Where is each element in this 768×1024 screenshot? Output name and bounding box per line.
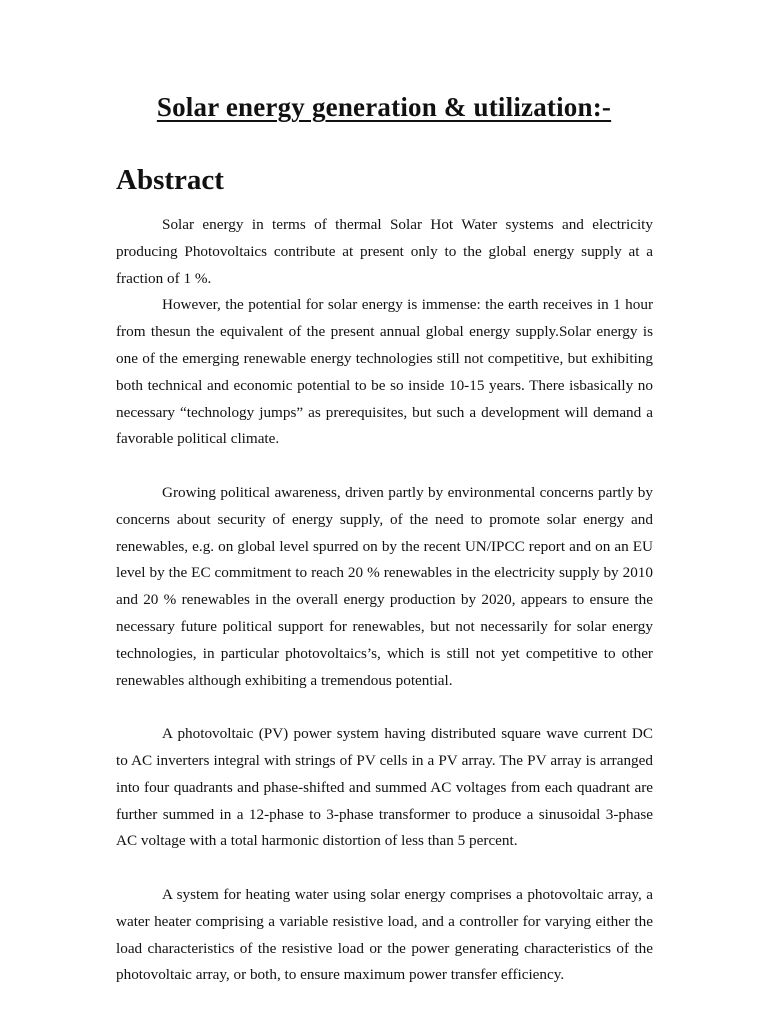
paragraph-1: Solar energy in terms of thermal Solar Hot Water systems and electricity producing Photovoltaics contribute at present only to the global energy supply at a fraction of 1 %.: [116, 216, 653, 287]
paragraph-3: Growing political awareness, driven partly by environmental concerns partly by concerns about security of energy supply, of the need to promote solar energy and renewables, e.g. on global level spurred on by the recent UN/IPCC report and on an EU level by the EC commitment to reach 20 % renewables in the electricity supply by 2010 and 20 % renewables in the overall energy production by 2020, appears to ensure the necessary future political support for renewables, but not necessarily for solar energy technologies, in particular photovoltaics’s, which is still not yet competitive to other renewables although exhibiting a tremendous potential.: [116, 483, 653, 689]
paragraph-spacer: [116, 694, 653, 721]
document-title: Solar energy generation & utilization:-: [156, 92, 612, 122]
paragraph-5: A system for heating water using solar energy comprises a photovoltaic array, a water heater comprising a variable resistive load, and a controller for varying either the load characteristics of the resistive load or the power generating characteristics of the photovoltaic array, or both, to ensure maximum power transfer efficiency.: [116, 885, 653, 984]
paragraph-4: A photovoltaic (PV) power system having distributed square wave current DC to AC inverters integral with strings of PV cells in a PV array. The PV array is arranged into four quadrants and phase-shifted and summed AC voltages from each quadrant are further summed in a 12-phase to 3-phase transformer to produce a sinusoidal 3-phase AC voltage with a total harmonic distortion of less than 5 percent.: [116, 725, 653, 850]
abstract-body: [116, 212, 653, 989]
abstract-heading: Abstract: [116, 164, 224, 196]
paragraph-2: However, the potential for solar energy is immense: the earth receives in 1 hour from thesun the equivalent of the present annual global energy supply.Solar energy is one of the emerging renewable energy technologies still not competitive, but exhibiting both technical and economic potential to be so inside 10-15 years. There isbasically no necessary “technology jumps” as prerequisites, but such a development will demand a favorable political climate.: [116, 296, 653, 448]
paragraph-spacer: [116, 855, 653, 882]
paragraph-spacer: [116, 453, 653, 480]
